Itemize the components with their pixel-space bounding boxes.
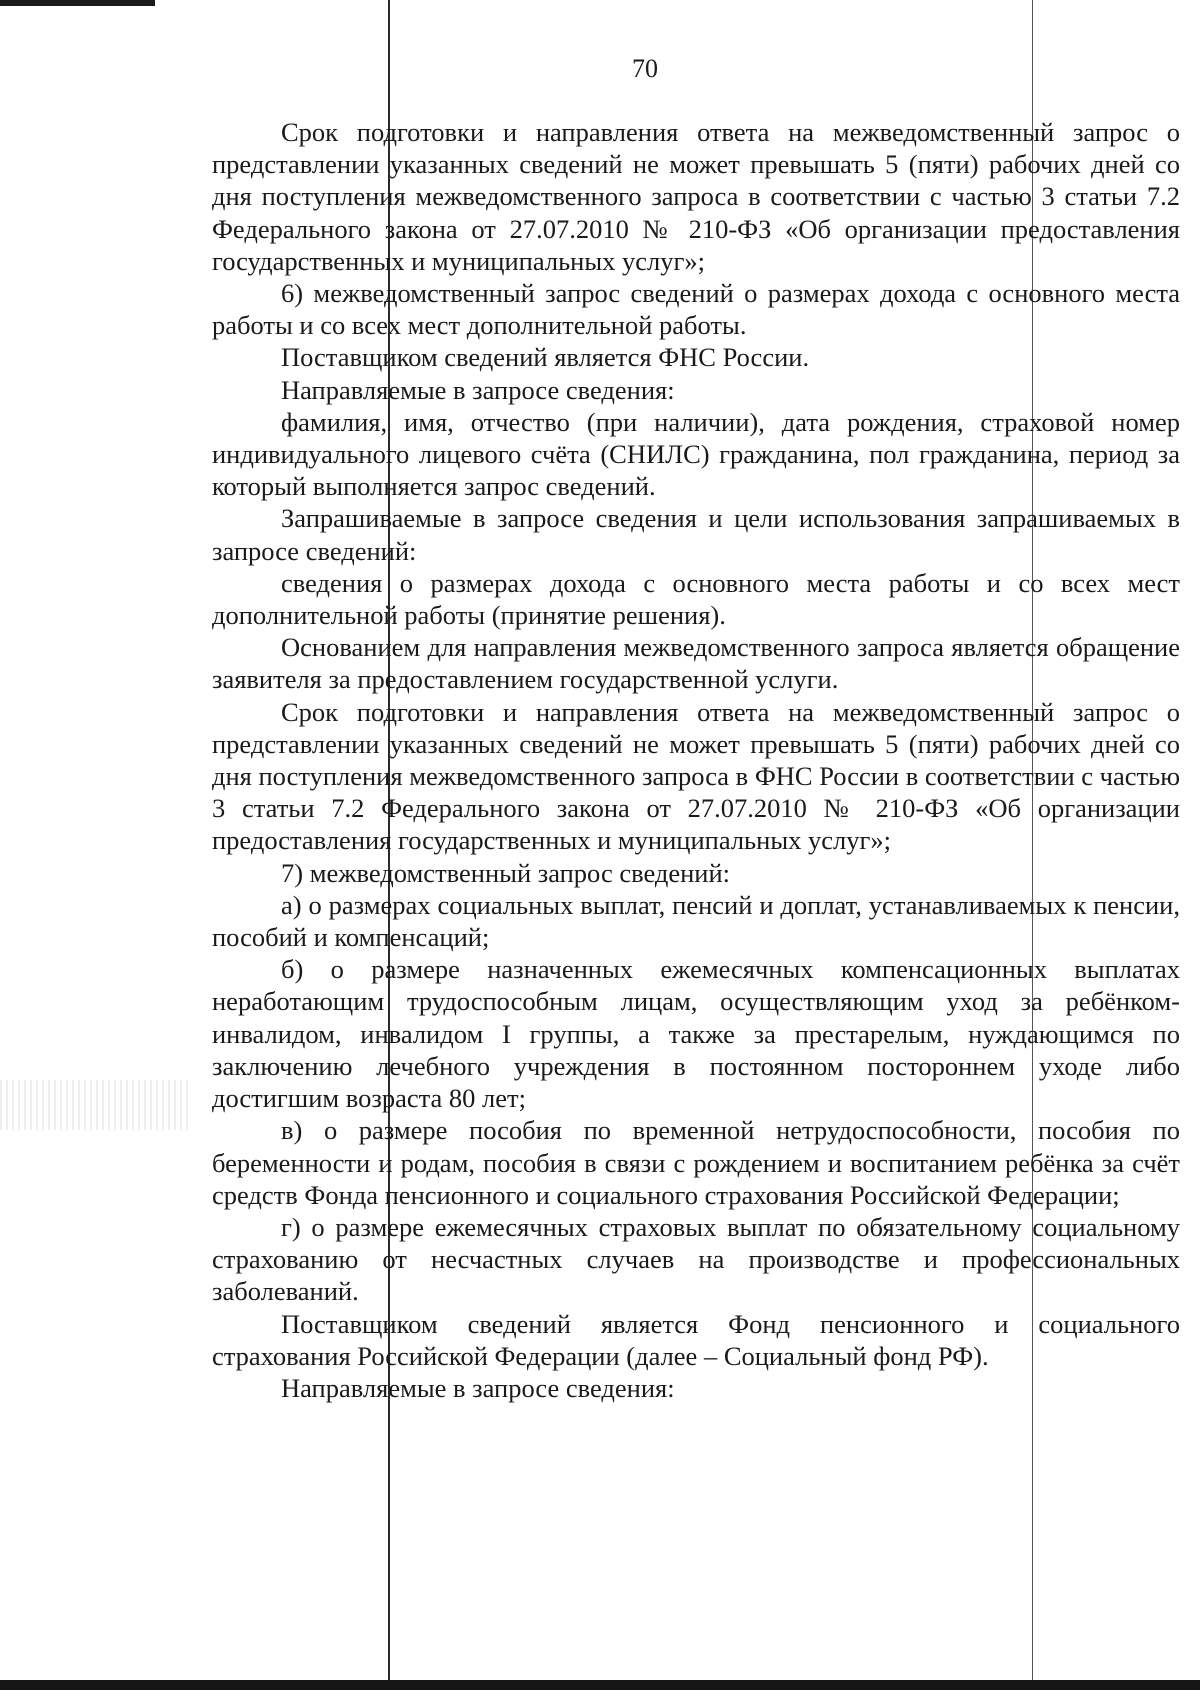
paragraph: Направляемые в запросе сведения: xyxy=(281,374,675,405)
page-number: 70 xyxy=(632,54,658,83)
paragraph: Основанием для направления межведомственного запроса является обращение заявителя за предоставлением государственной услуги. xyxy=(212,632,1180,695)
paragraph: сведения о размерах дохода с основного места работы и со всех мест дополнительной работы (принятие решения). xyxy=(212,567,1180,631)
document-body xyxy=(212,116,1180,1404)
paragraph: фамилия, имя, отчество (при наличии), дата рождения, страховой номер индивидуального лицевого счёта (СНИЛС) гражданина, пол гражданина, период за который выполняется запрос сведений. xyxy=(212,406,1180,502)
paragraph: Поставщиком сведений является ФНС России. xyxy=(281,342,810,373)
paragraph: в) о размере пособия по временной нетрудоспособности, пособия по беременности и родам, пособия в связи с рождением и воспитанием ребёнка за счёт средств Фонда пенсионного и социального страхования Российской Федерации; xyxy=(212,1115,1180,1210)
paragraph: 7) межведомственный запрос сведений: xyxy=(281,857,731,888)
paragraph: Срок подготовки и направления ответа на межведомственный запрос о представлении указанных сведений не может превышать 5 (пяти) рабочих дней со дня поступления межведомственного запроса в ФНС России в соответствии с частью 3 статьи 7.2 Федерального закона от 27.07.2010 № 210-ФЗ «Об организации предоставления государственных и муниципальных услуг»; xyxy=(212,696,1180,856)
scan-noise xyxy=(0,1080,190,1130)
paragraph: г) о размере ежемесячных страховых выплат по обязательному социальному страхованию от несчастных случаев на производстве и профессиональных заболеваний. xyxy=(212,1211,1180,1307)
paragraph: 6) межведомственный запрос сведений о размерах дохода с основного места работы и со всех мест дополнительной работы. xyxy=(212,278,1180,341)
scan-bottom-edge xyxy=(0,1680,1200,1690)
scan-top-edge xyxy=(0,0,155,6)
paragraph: Направляемые в запросе сведения: xyxy=(281,1372,675,1403)
paragraph: Поставщиком сведений является Фонд пенсионного и социального страхования Российской Федерации (далее – Социальный фонд РФ). xyxy=(212,1308,1180,1371)
paragraph: Запрашиваемые в запросе сведения и цели использования запрашиваемых в запросе сведений: xyxy=(212,503,1180,566)
paragraph: Срок подготовки и направления ответа на межведомственный запрос о представлении указанных сведений не может превышать 5 (пяти) рабочих дней со дня поступления межведомственного запроса в соответствии с частью 3 статьи 7.2 Федерального закона от 27.07.2010 № 210-ФЗ «Об организации предоставления государственных и муниципальных услуг»; xyxy=(212,117,1180,276)
paragraph: б) о размере назначенных ежемесячных компенсационных выплатах неработающим трудоспособным лицам, осуществляющим уход за ребёнком-инвалидом, инвалидом I группы, а также за престарелым, нуждающимся по заключению лечебного учреждения в постоянном постороннем уходе либо достигшим возраста 80 лет; xyxy=(212,954,1180,1114)
paragraph: а) о размерах социальных выплат, пенсий и доплат, устанавливаемых к пенсии, пособий и компенсаций; xyxy=(212,889,1180,953)
